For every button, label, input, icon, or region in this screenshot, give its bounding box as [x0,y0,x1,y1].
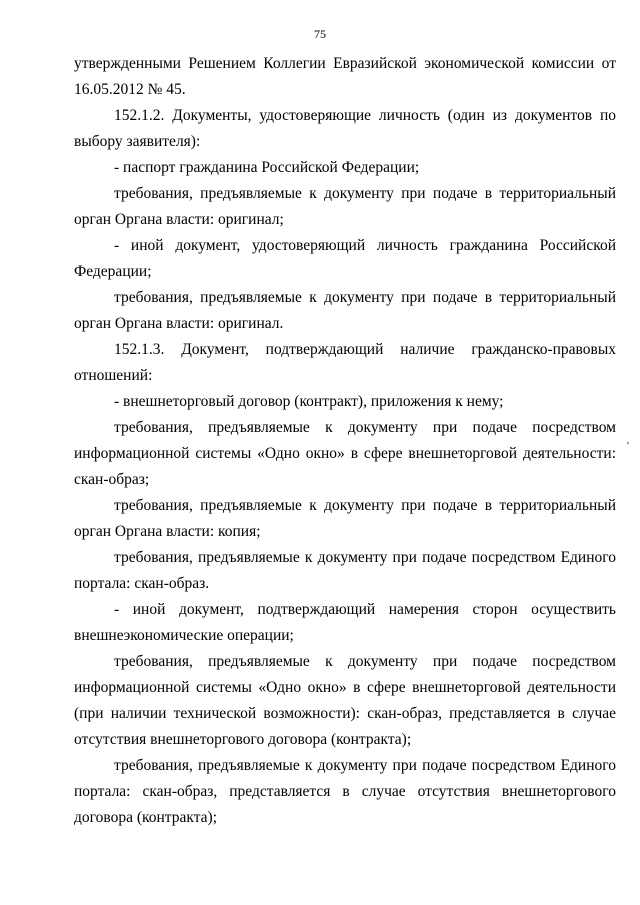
page-number: 75 [314,27,326,41]
requirement-contract-unified-portal: требования, предъявляемые к документу при подаче посредством Единого портала: скан-образ. [74,549,616,592]
list-item-other-intent-document: - иной документ, подтверждающий намерения сторон осуществить внешнеэкономические операции; [74,601,616,644]
paragraph-decision-reference: утвержденными Решением Коллегии Евразийской экономической комиссии от 16.05.2012 № 45. [74,55,616,98]
requirement-other-id-original: требования, предъявляемые к документу при подаче в территориальный орган Органа власти: оригинал. [74,289,616,332]
requirement-intent-unified-portal: требования, предъявляемые к документу при подаче посредством Единого портала: скан-образ, представляется в случае отсутствия внешнеторгового договора (контракта); [74,757,616,826]
list-item-passport: - паспорт гражданина Российской Федерации; [114,159,420,176]
scan-artifact-mark: ʼ [626,440,630,452]
list-item-other-id-document: - иной документ, удостоверяющий личность гражданина Российской Федерации; [74,237,616,280]
paragraph-152-1-2-heading: 152.1.2. Документы, удостоверяющие личность (один из документов по выбору заявителя): [74,107,616,150]
document-body [74,51,616,831]
requirement-contract-single-window: требования, предъявляемые к документу при подаче посредством информационной системы «Одно окно» в сфере внешнеторговой деятельности: скан-образ; [74,419,616,488]
requirement-passport-original: требования, предъявляемые к документу при подаче в территориальный орган Органа власти: оригинал; [74,185,616,228]
list-item-foreign-trade-contract: - внешнеторговый договор (контракт), приложения к нему; [114,393,504,410]
paragraph-152-1-3-heading: 152.1.3. Документ, подтверждающий наличие гражданско-правовых отношений: [74,341,616,384]
requirement-contract-territorial-copy: требования, предъявляемые к документу при подаче в территориальный орган Органа власти: копия; [74,497,616,540]
requirement-intent-single-window: требования, предъявляемые к документу при подаче посредством информационной системы «Одно окно» в сфере внешнеторговой деятельности (при наличии технической возможности): скан-образ, представляется в случае отсутствия внешнеторгового договора (контракта); [74,653,616,748]
